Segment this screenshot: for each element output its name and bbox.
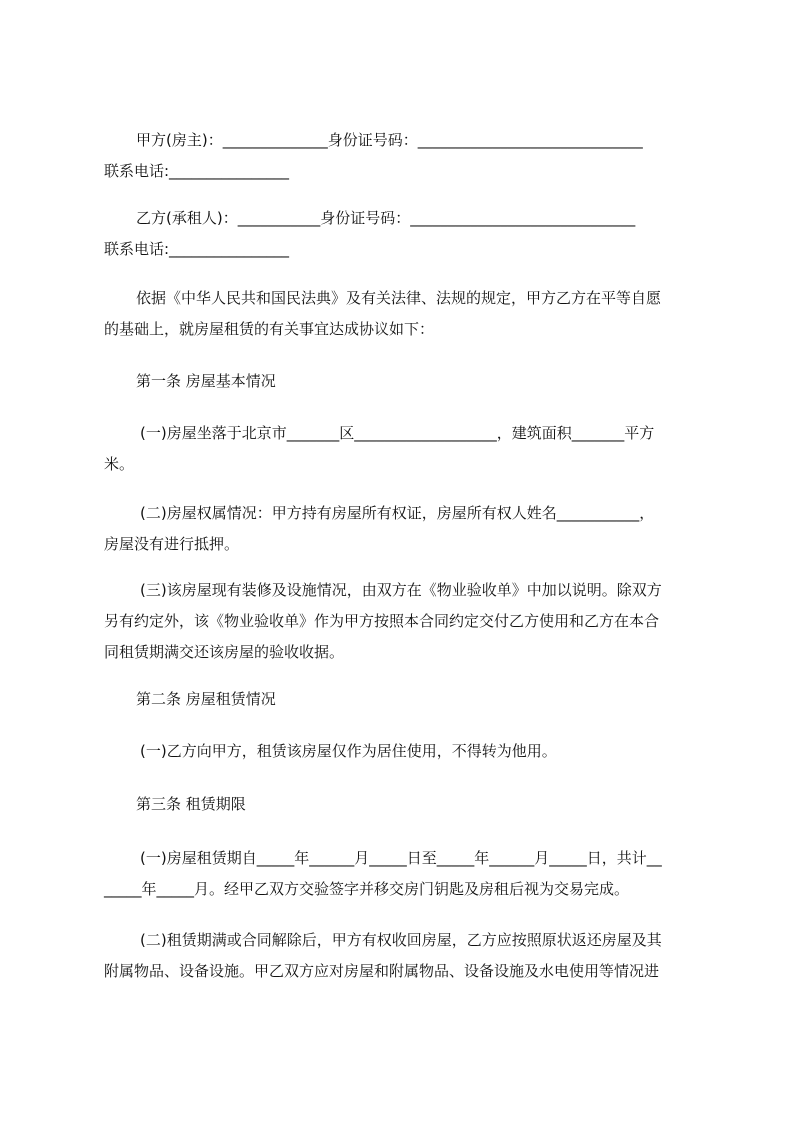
intro-line-2: 的基础上，就房屋租赁的有关事宜达成协议如下： [104, 320, 435, 338]
party-b-line: 乙方(承租人)：___________身份证号码：______________________________ [136, 209, 636, 227]
article-1-heading [104, 366, 704, 397]
article-3-item-2-line-2: 附属物品、设备设施。甲乙双方应对房屋和附属物品、设备设施及水电使用等情况进 [104, 962, 660, 980]
article-1-item-3 [104, 575, 704, 668]
article-1-item-3-line-2: 另有约定外，该《物业验收单》作为甲方按照本合同约定交付乙方使用和乙方在本合 [104, 612, 660, 630]
article-3-item-1-line-2: _____年_____月。经甲乙双方交验签字并移交房门钥匙及房租后视为交易完成。 [104, 880, 630, 898]
article-3-heading [104, 789, 704, 820]
article-3-title: 第三条 租赁期限 [136, 795, 246, 813]
article-1-item-2-line-1: (二)房屋权属情况：甲方持有房屋所有权证，房屋所有权人姓名___________， [140, 504, 655, 522]
article-1-item-3-line-3: 同租赁期满交还该房屋的验收收据。 [104, 643, 345, 661]
party-b-block [104, 203, 704, 265]
article-2-item-1-line-1: (一)乙方向甲方，租赁该房屋仅作为居住使用，不得转为他用。 [140, 742, 557, 760]
article-2-item-1 [104, 736, 704, 767]
party-a-block [104, 125, 704, 187]
article-1-item-2-line-2: 房屋没有进行抵押。 [104, 535, 240, 553]
article-1-title: 第一条 房屋基本情况 [136, 372, 276, 390]
intro-paragraph [104, 283, 704, 345]
article-3-item-1 [104, 843, 704, 905]
article-3-item-2-line-1: (二)租赁期满或合同解除后，甲方有权收回房屋，乙方应按照原状返还房屋及其 [140, 931, 662, 949]
article-3-item-2 [104, 925, 704, 987]
party-a-phone-line: 联系电话:________________ [104, 162, 290, 180]
article-2-title: 第二条 房屋租赁情况 [136, 690, 276, 708]
article-1-item-1-line-1: (一)房屋坐落于北京市_______区___________________，建筑面积_______平方 [140, 424, 655, 442]
article-3-item-1-line-1: (一)房屋租赁期自_____年______月_____日至_____年______月_____日，共计__ [140, 849, 662, 867]
party-b-phone-line: 联系电话:________________ [104, 240, 290, 258]
article-1-item-3-line-1: (三)该房屋现有装修及设施情况，由双方在《物业验收单》中加以说明。除双方 [140, 581, 662, 599]
article-1-item-1-line-2: 米。 [104, 455, 135, 473]
party-a-line: 甲方(房主)：______________身份证号码：______________________________ [136, 131, 643, 149]
article-1-item-2 [104, 498, 704, 560]
article-2-heading [104, 684, 704, 715]
intro-line-1: 依据《中华人民共和国民法典》及有关法律、法规的规定，甲方乙方在平等自愿 [136, 289, 662, 307]
article-1-item-1 [104, 418, 704, 480]
